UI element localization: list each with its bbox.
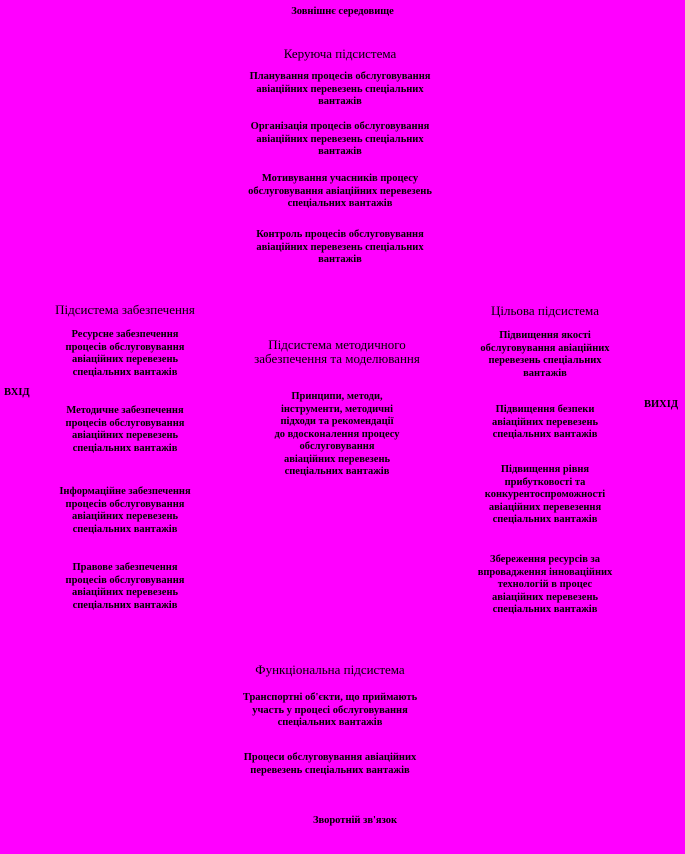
control-item-control: Контроль процесів обслуговування авіаційних перевезень спеціальних вантажів	[256, 229, 424, 265]
support-item-informational: Інформаційне забезпечення процесів обслуговування авіаційних перевезень спеціальних вантажів	[59, 486, 191, 535]
methodical-subsystem-title: Підсистема методичного забезпечення та моделювання	[254, 337, 420, 366]
functional-subsystem-title: Функціональна підсистема	[255, 662, 405, 677]
target-item-resources: Збереження ресурсів за впровадження інноваційних технологій в процес авіаційних перевезень спеціальних вантажів	[477, 554, 613, 615]
functional-item-processes: Процеси обслуговування авіаційних перевезень спеціальних вантажів	[243, 752, 417, 776]
functional-item-objects: Транспортні об'єкти, що приймають участь у процесі обслуговування спеціальних вантажів	[242, 692, 418, 728]
input-label: ВХІД	[4, 387, 30, 398]
external-environment-label: Зовнішнє середовище	[291, 6, 394, 17]
control-item-planning: Планування процесів обслуговування авіаційних перевезень спеціальних вантажів	[249, 71, 431, 107]
feedback-label: Зворотній зв'язок	[312, 815, 398, 826]
control-subsystem-title: Керуюча підсистема	[283, 46, 397, 61]
support-item-legal: Правове забезпечення процесів обслуговування авіаційних перевезень спеціальних вантажів	[65, 562, 185, 611]
support-subsystem-title: Підсистема забезпечення	[55, 302, 195, 317]
methodical-subsystem-body: Принципи, методи, інструменти, методичні підходи та рекомендації до вдосконалення процесу обслуговування авіаційних перевезень спеціальних вантажів	[274, 391, 400, 477]
control-item-organization: Організація процесів обслуговування авіаційних перевезень спеціальних вантажів	[250, 121, 430, 157]
target-item-quality: Підвищення якості обслуговування авіаційних перевезень спеціальних вантажів	[480, 330, 610, 379]
support-item-methodical: Методичне забезпечення процесів обслуговування авіаційних перевезень спеціальних вантажів	[65, 405, 185, 454]
control-item-motivation: Мотивування учасників процесу обслуговування авіаційних перевезень спеціальних вантажів	[248, 173, 432, 209]
output-label: ВИХІД	[644, 399, 679, 410]
target-item-safety: Підвищення безпеки авіаційних перевезень спеціальних вантажів	[491, 404, 599, 440]
target-subsystem-title: Цільова підсистема	[491, 303, 599, 318]
target-item-profitability: Підвищення рівня прибутковості та конкурентоспроможності авіаційних перевезення спеціальних вантажів	[484, 464, 606, 525]
support-item-resource: Ресурсне забезпечення процесів обслуговування авіаційних перевезень спеціальних вантажів	[65, 329, 185, 378]
